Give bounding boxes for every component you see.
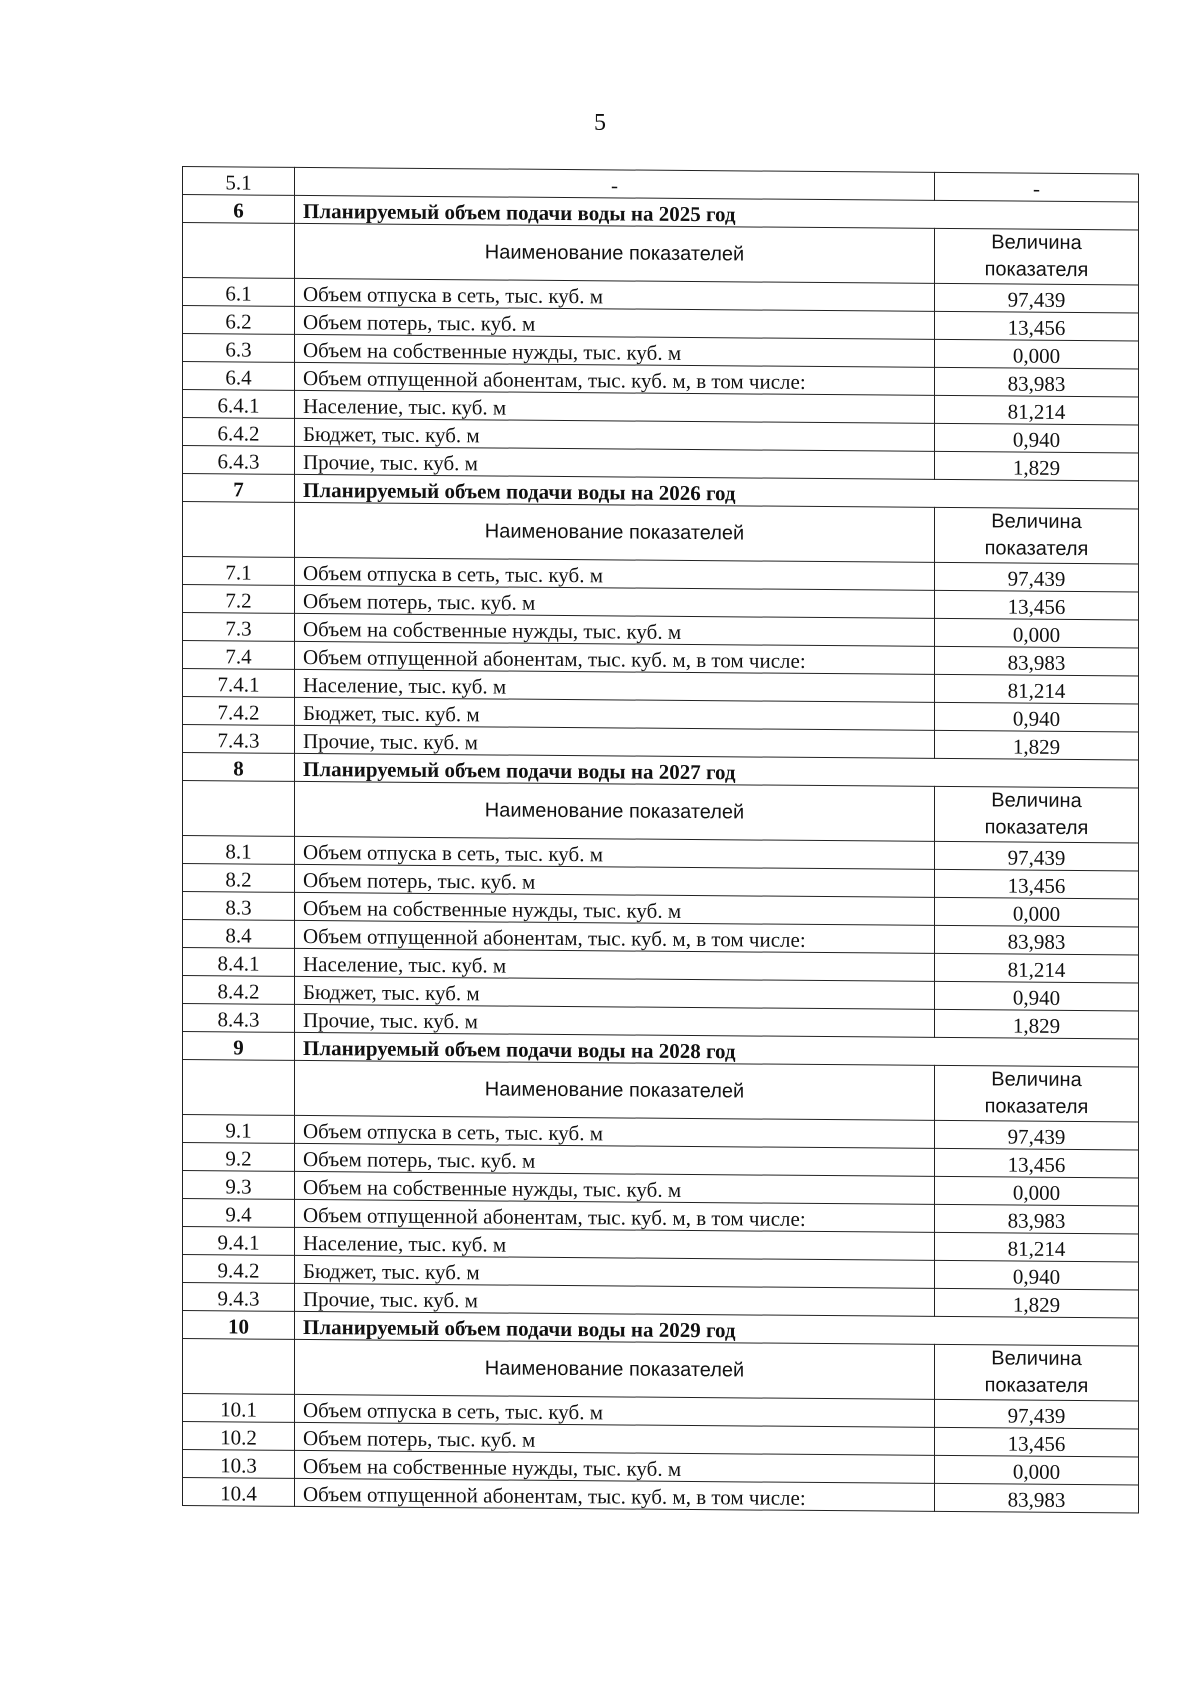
header-number-cell	[183, 1339, 295, 1395]
header-number-cell	[183, 223, 295, 279]
row-name: Объем отпуска в сеть, тыс. куб. м	[295, 1394, 935, 1427]
row-name: Объем потерь, тыс. куб. м	[295, 585, 935, 618]
section-title: Планируемый объем подачи воды на 2029 год	[295, 1311, 1139, 1346]
row-number: 8.4.2	[183, 976, 295, 1005]
row-number: 6.4	[183, 362, 295, 391]
row-number: 10.1	[183, 1394, 295, 1423]
row-name: -	[295, 167, 935, 200]
row-number: 9.4.1	[183, 1227, 295, 1256]
row-number: 6.2	[183, 306, 295, 335]
row-number: 8.4.3	[183, 1004, 295, 1033]
table-body	[183, 167, 1139, 1514]
header-name-label: Наименование показателей	[295, 502, 935, 562]
row-number: 8.1	[183, 836, 295, 865]
row-name: Бюджет, тыс. куб. м	[295, 976, 935, 1009]
header-name-label: Наименование показателей	[295, 1339, 935, 1399]
row-number: 9.4.3	[183, 1283, 295, 1312]
row-name: Объем на собственные нужды, тыс. куб. м	[295, 1171, 935, 1204]
row-name: Бюджет, тыс. куб. м	[295, 697, 935, 730]
row-name: Объем отпущенной абонентам, тыс. куб. м, в том числе:	[295, 920, 935, 953]
row-value: 0,000	[935, 339, 1139, 369]
row-name: Объем отпуска в сеть, тыс. куб. м	[295, 1115, 935, 1148]
section-title: Планируемый объем подачи воды на 2025 год	[295, 195, 1139, 230]
header-name-label: Наименование показателей	[295, 223, 935, 283]
section-number: 8	[183, 753, 295, 782]
row-name: Объем потерь, тыс. куб. м	[295, 306, 935, 339]
page-number: 5	[594, 110, 606, 136]
row-name: Бюджет, тыс. куб. м	[295, 1255, 935, 1288]
row-value: 81,214	[935, 953, 1139, 983]
header-name-label: Наименование показателей	[295, 1060, 935, 1120]
row-name: Прочие, тыс. куб. м	[295, 1283, 935, 1316]
row-value: 81,214	[935, 395, 1139, 425]
row-number: 7.4.2	[183, 697, 295, 726]
row-value: 97,439	[935, 1120, 1139, 1150]
row-number: 6.4.2	[183, 418, 295, 447]
row-number: 7.1	[183, 557, 295, 586]
row-value: 83,983	[935, 1483, 1139, 1513]
header-value-label: Величина показателя	[935, 1344, 1139, 1401]
row-value: 1,829	[935, 451, 1139, 481]
row-name: Население, тыс. куб. м	[295, 948, 935, 981]
row-number: 9.4.2	[183, 1255, 295, 1284]
row-value: 13,456	[935, 311, 1139, 341]
row-number: 9.4	[183, 1199, 295, 1228]
row-number: 9.3	[183, 1171, 295, 1200]
row-value: 13,456	[935, 869, 1139, 899]
row-number: 8.3	[183, 892, 295, 921]
row-number: 6.4.3	[183, 446, 295, 475]
row-value: 83,983	[935, 646, 1139, 676]
header-name-label: Наименование показателей	[295, 781, 935, 841]
row-name: Прочие, тыс. куб. м	[295, 446, 935, 479]
header-number-cell	[183, 502, 295, 558]
row-number: 7.2	[183, 585, 295, 614]
row-name: Объем на собственные нужды, тыс. куб. м	[295, 334, 935, 367]
row-value: 1,829	[935, 1288, 1139, 1318]
row-number: 7.4	[183, 641, 295, 670]
row-number: 6.4.1	[183, 390, 295, 419]
row-name: Объем на собственные нужды, тыс. куб. м	[295, 613, 935, 646]
row-value: 1,829	[935, 1009, 1139, 1039]
column-header-row	[183, 502, 1139, 565]
row-value: 97,439	[935, 562, 1139, 592]
row-number: 7.4.3	[183, 725, 295, 754]
row-name: Объем отпуска в сеть, тыс. куб. м	[295, 278, 935, 311]
row-number: 10.3	[183, 1450, 295, 1479]
row-name: Население, тыс. куб. м	[295, 390, 935, 423]
row-value: 13,456	[935, 1427, 1139, 1457]
row-number: 5.1	[183, 167, 295, 196]
row-number: 7.3	[183, 613, 295, 642]
header-value-label: Величина показателя	[935, 228, 1139, 285]
header-value-label: Величина показателя	[935, 507, 1139, 564]
row-value: 83,983	[935, 367, 1139, 397]
row-number: 10.4	[183, 1478, 295, 1507]
row-number: 6.3	[183, 334, 295, 363]
row-name: Объем отпущенной абонентам, тыс. куб. м, в том числе:	[295, 1199, 935, 1232]
header-number-cell	[183, 1060, 295, 1116]
column-header-row	[183, 1060, 1139, 1123]
row-value: -	[935, 172, 1139, 202]
row-name: Прочие, тыс. куб. м	[295, 1004, 935, 1037]
row-value: 81,214	[935, 1232, 1139, 1262]
row-value: 13,456	[935, 1148, 1139, 1178]
row-name: Объем потерь, тыс. куб. м	[295, 1422, 935, 1455]
row-number: 8.2	[183, 864, 295, 893]
column-header-row	[183, 781, 1139, 844]
row-value: 0,000	[935, 1176, 1139, 1206]
row-name: Объем потерь, тыс. куб. м	[295, 1143, 935, 1176]
row-name: Бюджет, тыс. куб. м	[295, 418, 935, 451]
header-value-label: Величина показателя	[935, 1065, 1139, 1122]
row-name: Объем отпуска в сеть, тыс. куб. м	[295, 836, 935, 869]
section-number: 7	[183, 474, 295, 503]
row-value: 0,000	[935, 897, 1139, 927]
row-value: 0,000	[935, 618, 1139, 648]
row-value: 97,439	[935, 841, 1139, 871]
row-number: 9.1	[183, 1115, 295, 1144]
section-title: Планируемый объем подачи воды на 2027 год	[295, 753, 1139, 788]
row-number: 8.4	[183, 920, 295, 949]
row-value: 0,000	[935, 1455, 1139, 1485]
header-number-cell	[183, 781, 295, 837]
section-number: 9	[183, 1032, 295, 1061]
row-value: 0,940	[935, 981, 1139, 1011]
row-number: 10.2	[183, 1422, 295, 1451]
column-header-row	[183, 223, 1139, 286]
row-value: 0,940	[935, 702, 1139, 732]
row-value: 97,439	[935, 1399, 1139, 1429]
row-name: Объем отпуска в сеть, тыс. куб. м	[295, 557, 935, 590]
header-value-label: Величина показателя	[935, 786, 1139, 843]
row-value: 0,940	[935, 1260, 1139, 1290]
row-name: Объем отпущенной абонентам, тыс. куб. м, в том числе:	[295, 362, 935, 395]
row-value: 83,983	[935, 1204, 1139, 1234]
row-number: 7.4.1	[183, 669, 295, 698]
section-title: Планируемый объем подачи воды на 2026 год	[295, 474, 1139, 509]
water-supply-table	[182, 166, 1139, 1514]
row-name: Население, тыс. куб. м	[295, 1227, 935, 1260]
row-number: 9.2	[183, 1143, 295, 1172]
row-value: 0,940	[935, 423, 1139, 453]
row-value: 13,456	[935, 590, 1139, 620]
row-name: Объем отпущенной абонентам, тыс. куб. м, в том числе:	[295, 1478, 935, 1511]
row-name: Объем на собственные нужды, тыс. куб. м	[295, 892, 935, 925]
section-title: Планируемый объем подачи воды на 2028 год	[295, 1032, 1139, 1067]
row-value: 97,439	[935, 283, 1139, 313]
row-number: 8.4.1	[183, 948, 295, 977]
section-number: 10	[183, 1311, 295, 1340]
row-value: 83,983	[935, 925, 1139, 955]
row-number: 6.1	[183, 278, 295, 307]
row-name: Население, тыс. куб. м	[295, 669, 935, 702]
section-number: 6	[183, 195, 295, 224]
row-name: Объем отпущенной абонентам, тыс. куб. м, в том числе:	[295, 641, 935, 674]
row-name: Объем потерь, тыс. куб. м	[295, 864, 935, 897]
row-value: 1,829	[935, 730, 1139, 760]
row-name: Объем на собственные нужды, тыс. куб. м	[295, 1450, 935, 1483]
row-value: 81,214	[935, 674, 1139, 704]
row-name: Прочие, тыс. куб. м	[295, 725, 935, 758]
column-header-row	[183, 1339, 1139, 1402]
